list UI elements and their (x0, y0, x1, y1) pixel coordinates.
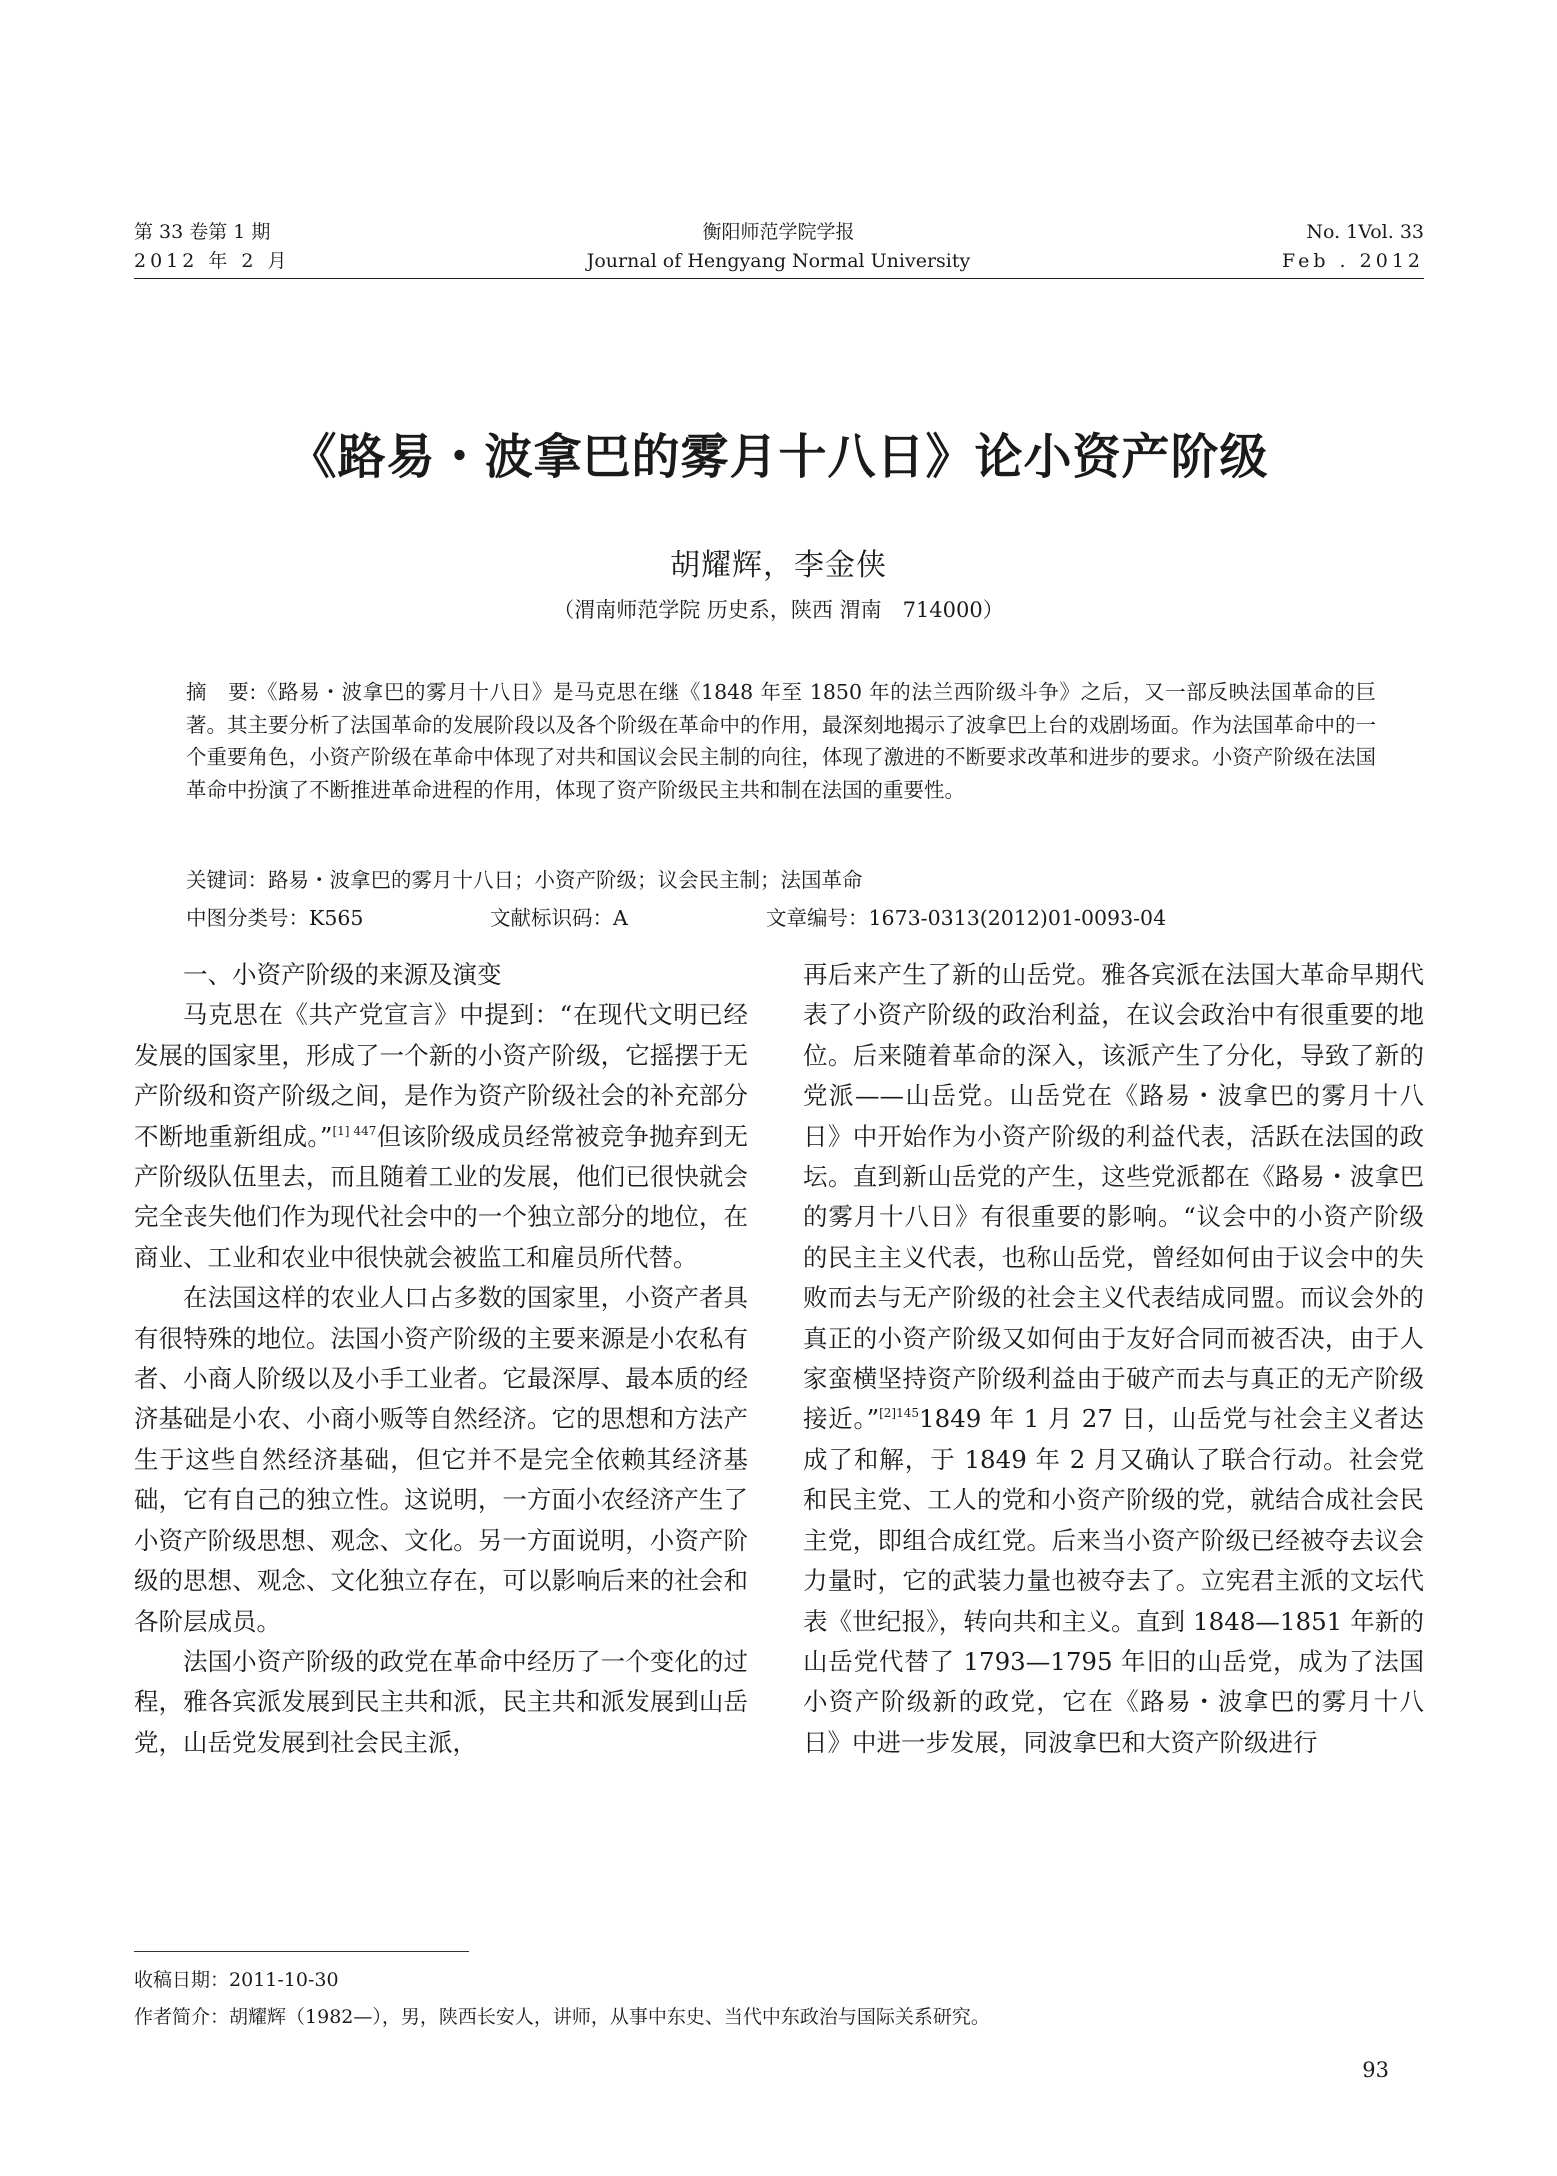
volume-en: No. 1Vol. 33 (1306, 221, 1424, 243)
paragraph-text: 马克思在《共产党宣言》中提到：“在现代文明已经发展的国家里，形成了一个新的小资产阶级，它摇摆于无产阶级和资产阶级之间，是作为资产阶级社会的补充部分不断地重新组成。” (134, 1000, 748, 1151)
citation-ref: [1] 447 (332, 1123, 377, 1138)
body-column-right (803, 955, 1424, 1763)
doc-code-label: 文献标识码： (490, 906, 613, 930)
article-title: 《路易・波拿巴的雾月十八日》论小资产阶级 (288, 429, 1269, 485)
paragraph-text: 但该阶级成员经常被竞争抛弃到无产阶级队伍里去，而且随着工业的发展，他们已很快就会完全丧失他们作为现代社会中的一个独立部分的地位，在商业、工业和农业中很快就会被监工和雇员所代替。 (134, 1121, 749, 1272)
author-bio: 胡耀辉（1982—），男，陕西长安人，讲师，从事中东史、当代中东政治与国际关系研究。 (229, 2006, 990, 2028)
keywords-line (186, 864, 1376, 896)
article-no-label: 文章编号： (766, 906, 869, 930)
received-label: 收稿日期： (134, 1969, 230, 1991)
received-date: 2011-10-30 (229, 1969, 339, 1991)
keywords-label: 关键词： (186, 868, 268, 892)
doc-code: A (613, 906, 628, 930)
clc-code: K565 (309, 906, 364, 930)
doc-code-item (490, 902, 628, 934)
citation-ref: [2]145 (879, 1406, 920, 1421)
body-paragraph (134, 995, 748, 1278)
abstract (186, 676, 1376, 806)
body-column-left (134, 955, 748, 1763)
section-heading: 一、小资产阶级的来源及演变 (183, 960, 502, 989)
page-number: 93 (1362, 2058, 1389, 2082)
issue-date-cn: 2012 年 2 月 (134, 250, 291, 272)
keywords: 路易・波拿巴的雾月十八日；小资产阶级；议会民主制；法国革命 (268, 868, 863, 892)
body-paragraph (803, 955, 1424, 1763)
footnote-received (134, 1966, 1424, 1994)
article-authors: 胡耀辉，李金侠 (670, 548, 887, 583)
body-paragraph: 法国小资产阶级的政党在革命中经历了一个变化的过程，雅各宾派发展到民主共和派，民主共和派发展到山岳党，山岳党发展到社会民主派， (134, 1646, 748, 1757)
body-paragraph: 在法国这样的农业人口占多数的国家里，小资产者具有很特殊的地位。法国小资产阶级的主要来源是小农私有者、小商人阶级以及小手工业者。它最深厚、最本质的经济基础是小农、小商小贩等自然经济。它的思想和方法产生于这些自然经济基础，但它并不是完全依赖其经济基础，它有自己的独立性。这说明，一方面小农经济产生了小资产阶级思想、观念、文化。另一方面说明，小资产阶级的思想、观念、文化独立存在，可以影响后来的社会和各阶层成员。 (134, 1283, 748, 1636)
journal-name-en: Journal of Hengyang Normal University (586, 250, 971, 272)
footnote-author (134, 2003, 1424, 2031)
footnote-rule (134, 1951, 469, 1952)
article-no: 1673-0313(2012)01-0093-04 (868, 906, 1167, 930)
header-rule (134, 278, 1424, 279)
running-header-right (1282, 218, 1424, 276)
issue-date-en: Feb . 2012 (1281, 250, 1424, 272)
paragraph-text: 1849 年 1 月 27 日，山岳党与社会主义者达成了和解，于 1849 年 2 月又确认了联合行动。社会党和民主党、工人的党和小资产阶级的党，就结合成社会民主党，即组合成红党。后来当小资产阶级已经被夺去议会力量时，它的武装力量也被夺去了。立宪君主派的文坛代表《世纪报》，转向共和主义。直到 1848—1851 年新的山岳党代替了 1793—1795 年旧的山岳党，成为了法国小资产阶级新的政党，它在《路易・波拿巴的雾月十八日》中进一步发展，同波拿巴和大资产阶级进行 (803, 1404, 1424, 1757)
volume-issue: 第 33 卷第 1 期 (134, 221, 271, 243)
author-bio-label: 作者简介： (134, 2006, 230, 2028)
journal-name-cn: 衡阳师范学院学报 (702, 221, 855, 243)
abstract-text: 《路易・波拿巴的雾月十八日》是马克思在继《1848 年至 1850 年的法兰西阶级斗争》之后，又一部反映法国革命的巨著。其主要分析了法国革命的发展阶段以及各个阶级在革命中的作用，最深刻地揭示了波拿巴上台的戏剧场面。作为法国革命中的一个重要角色，小资产阶级在革命中体现了对共和国议会民主制的向往，体现了激进的不断要求改革和进步的要求。小资产阶级在法国革命中扮演了不断推进革命进程的作用，体现了资产阶级民主共和制在法国的重要性。 (186, 680, 1376, 802)
article-no-item (766, 902, 1166, 934)
abstract-label: 摘 要: (186, 680, 257, 704)
paragraph-text: 再后来产生了新的山岳党。雅各宾派在法国大革命早期代表了小资产阶级的政治利益，在议会政治中有很重要的地位。后来随着革命的深入，该派产生了分化，导致了新的党派——山岳党。山岳党在《路易・波拿巴的雾月十八日》中开始作为小资产阶级的利益代表，活跃在法国的政坛。直到新山岳党的产生，这些党派都在《路易・波拿巴的雾月十八日》有很重要的影响。“议会中的小资产阶级的民主主义代表，也称山岳党，曾经如何由于议会中的失败而去与无产阶级的社会主义代表结成同盟。而议会外的真正的小资产阶级又如何由于友好合同而被否决，由于人家蛮横坚持资产阶级利益由于破产而去与真正的无产阶级接近。” (803, 960, 1424, 1434)
clc-item (186, 902, 363, 934)
author-affiliation: （渭南师范学院 历史系，陕西 渭南 714000） (553, 598, 1004, 622)
clc-label: 中图分类号： (186, 906, 309, 930)
